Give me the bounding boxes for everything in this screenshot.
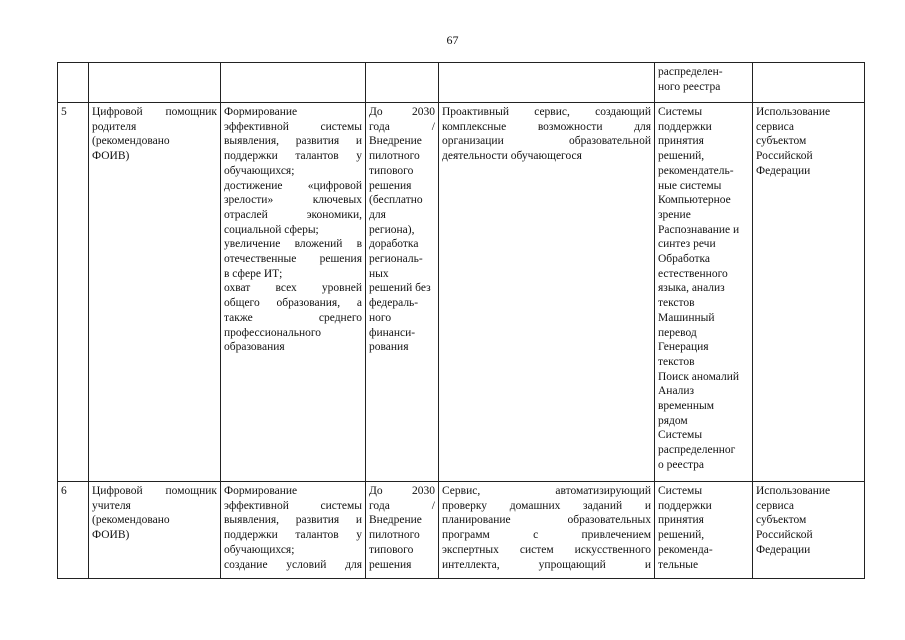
- text-line: региона),: [369, 223, 415, 236]
- text-line: Поиск аномалий: [658, 370, 740, 383]
- text-line: Федерации: [756, 164, 811, 177]
- registry-table: [57, 62, 865, 579]
- text-line: Российской: [756, 529, 813, 542]
- text-line: сервиса: [756, 499, 795, 512]
- text-line: Обработка: [658, 253, 711, 266]
- text-line: ФОИВ): [92, 529, 130, 542]
- text-line: Сервис, автоматизирующий: [442, 485, 651, 497]
- cell-number: 6: [58, 482, 89, 579]
- text-line: решений,: [658, 150, 705, 163]
- text-line: эффективной системы: [224, 120, 362, 133]
- text-line: текстов: [658, 355, 695, 368]
- text-line: Анализ: [658, 385, 695, 398]
- text-line: принятия: [658, 514, 704, 527]
- text-line: субъектом: [756, 135, 807, 148]
- text-line: принятия: [658, 135, 704, 148]
- text-line: Системы: [658, 485, 703, 497]
- text-line: программ с привлечением: [442, 529, 651, 542]
- text-line: отраслей экономики,: [224, 208, 362, 221]
- cell-description: [439, 63, 655, 103]
- text-line: охват всех уровней: [224, 282, 362, 295]
- text-line: интеллекта, упрощающий и: [442, 558, 651, 571]
- text-line: федераль-: [369, 297, 419, 310]
- table-row: [58, 103, 865, 482]
- text-line: пилотного: [369, 529, 420, 542]
- text-line: временным: [658, 400, 714, 413]
- text-line: До 2030: [369, 485, 435, 497]
- text-line: Проактивный сервис, создающий: [442, 106, 651, 118]
- text-line: в сфере ИТ;: [224, 267, 283, 280]
- text-line: распределенног: [658, 444, 736, 457]
- text-line: текстов: [658, 297, 695, 310]
- text-line: обучающихся;: [224, 543, 295, 556]
- text-line: Распознавание и: [658, 223, 740, 236]
- cell-number: 5: [58, 103, 89, 482]
- text-line: Компьютерное: [658, 194, 731, 207]
- text-line: До 2030: [369, 106, 435, 118]
- text-line: профессионального: [224, 326, 322, 339]
- cell-description: [439, 482, 655, 579]
- text-line: финанси-: [369, 326, 416, 339]
- text-line: ных: [369, 267, 389, 280]
- cell-term: [366, 482, 439, 579]
- text-line: года /: [369, 499, 435, 512]
- cell-goals: [221, 103, 366, 482]
- cell-goals: [221, 482, 366, 579]
- text-line: организации образовательной: [442, 135, 651, 148]
- text-line: поддержки талантов у: [224, 150, 362, 163]
- text-line: рекоменда-: [658, 543, 713, 556]
- cell-scope: [753, 482, 865, 579]
- text-line: поддержки талантов у: [224, 529, 362, 542]
- text-line: (рекомендовано: [92, 514, 170, 527]
- text-line: решений,: [658, 529, 705, 542]
- text-line: типового: [369, 164, 414, 177]
- table-row-continued: [58, 63, 865, 103]
- text-line: Использование: [756, 106, 831, 118]
- text-line: социальной сферы;: [224, 223, 319, 236]
- text-line: Формирование: [224, 485, 298, 497]
- text-line: года /: [369, 120, 435, 133]
- text-line: о реестра: [658, 458, 704, 471]
- text-line: ФОИВ): [92, 150, 130, 163]
- cell-scope: [753, 63, 865, 103]
- text-line: (бесплатно: [369, 194, 423, 207]
- text-line: проверку домашних заданий и: [442, 499, 651, 512]
- text-line: сервиса: [756, 120, 795, 133]
- cell-name: [89, 103, 221, 482]
- cell-name: [89, 482, 221, 579]
- text-line: обучающихся;: [224, 164, 295, 177]
- text-line: комплексные возможности для: [442, 120, 651, 133]
- text-line: ного: [369, 311, 392, 324]
- text-line: перевод: [658, 326, 697, 339]
- text-line: планирование образовательных: [442, 514, 651, 527]
- cell-term: [366, 103, 439, 482]
- cell-name: [89, 63, 221, 103]
- text-line: поддержки: [658, 120, 712, 133]
- text-line: естественного: [658, 267, 728, 280]
- text-line: Генерация: [658, 341, 709, 354]
- text-line: рядом: [658, 414, 688, 427]
- cell-number: [58, 63, 89, 103]
- text-line: зрение: [658, 208, 691, 221]
- text-line: решений без: [369, 282, 431, 295]
- text-line: создание условий для: [224, 558, 362, 571]
- text-line: зрелости» ключевых: [224, 194, 362, 207]
- text-line: отечественные решения: [224, 253, 362, 266]
- text-line: субъектом: [756, 514, 807, 527]
- text-line: общего образования, а: [224, 297, 362, 310]
- page-number: 67: [446, 33, 459, 47]
- text-line: тельные: [658, 558, 699, 571]
- text-line: деятельности обучающегося: [442, 150, 582, 163]
- text-line: учителя: [92, 499, 131, 512]
- text-line: Цифровой помощник: [92, 106, 217, 118]
- cell-technologies: [655, 63, 753, 103]
- text-line: Федерации: [756, 543, 811, 556]
- text-line: Системы: [658, 429, 703, 442]
- text-line: Цифровой помощник: [92, 485, 217, 497]
- table-row: [58, 482, 865, 579]
- text-line: выявления, развития и: [224, 135, 362, 148]
- text-line: для: [369, 208, 386, 221]
- text-line: Внедрение: [369, 514, 422, 527]
- cell-description: [439, 103, 655, 482]
- text-line: эффективной системы: [224, 499, 362, 512]
- text-line: доработка: [369, 238, 419, 251]
- text-line: ные системы: [658, 179, 722, 192]
- text-line: Внедрение: [369, 135, 422, 148]
- text-line: типового: [369, 543, 414, 556]
- text-line: рекомендатель-: [658, 164, 734, 177]
- text-line: поддержки: [658, 499, 712, 512]
- cell-scope: [753, 103, 865, 482]
- cell-technologies: [655, 482, 753, 579]
- text-line: Использование: [756, 485, 831, 497]
- text-line: языка, анализ: [658, 282, 725, 295]
- text-line: решения: [369, 558, 412, 571]
- text-line: достижение «цифровой: [224, 179, 362, 192]
- text-line: родителя: [92, 120, 137, 133]
- text-line: Российской: [756, 150, 813, 163]
- cell-goals: [221, 63, 366, 103]
- text-line: (рекомендовано: [92, 135, 170, 148]
- text-line: также среднего: [224, 311, 362, 324]
- text-line: Машинный: [658, 311, 715, 324]
- text-line: экспертных систем искусственного: [442, 543, 651, 556]
- cell-term: [366, 63, 439, 103]
- text-line: образования: [224, 341, 285, 354]
- text-line: рования: [369, 341, 409, 354]
- text-line: ного реестра: [658, 80, 721, 93]
- text-line: синтез речи: [658, 238, 716, 251]
- text-line: решения: [369, 179, 412, 192]
- text-line: распределен-: [658, 66, 723, 78]
- text-line: региональ-: [369, 253, 423, 266]
- text-line: пилотного: [369, 150, 420, 163]
- text-line: Системы: [658, 106, 703, 118]
- text-line: увеличение вложений в: [224, 238, 362, 251]
- cell-technologies: [655, 103, 753, 482]
- text-line: Формирование: [224, 106, 298, 118]
- text-line: выявления, развития и: [224, 514, 362, 527]
